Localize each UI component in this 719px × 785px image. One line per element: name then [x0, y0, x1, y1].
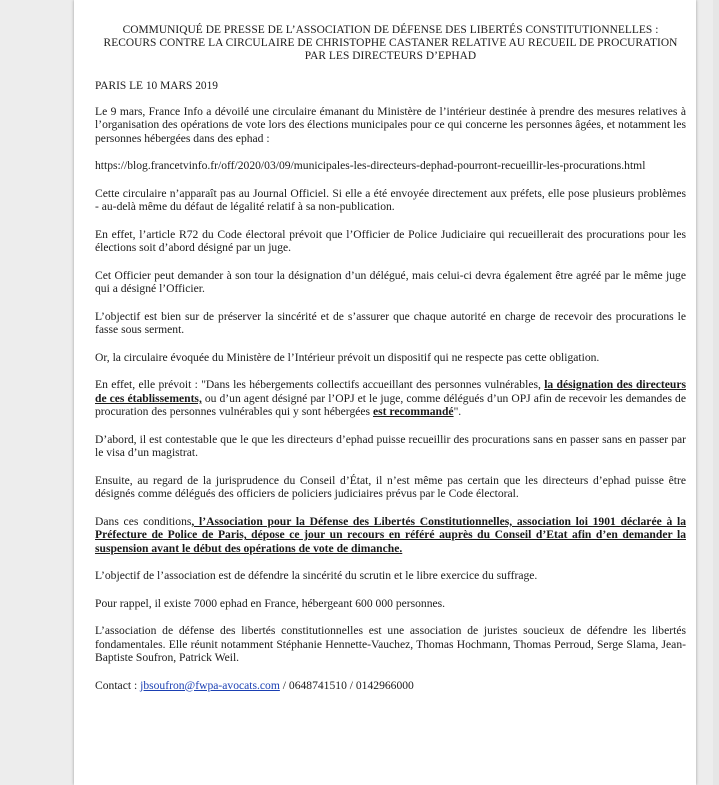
- paragraph-rappel: Pour rappel, il existe 7000 ephad en France, hébergeant 600 000 personnes.: [95, 596, 446, 610]
- recours-intro: Dans ces conditions: [95, 514, 192, 528]
- scrollbar[interactable]: [713, 0, 719, 785]
- citation-emphasis-designation: la désignation des directeurs de ces établissements,: [95, 378, 686, 405]
- citation-emphasis-recommande: est recommandé: [372, 405, 454, 419]
- contact-label: Contact :: [95, 678, 141, 692]
- paragraph-article-r72: En effet, l’article R72 du Code électoral prévoit que l’Officier de Police Judiciaire qui recueillerait des procurations pour les élections soit d’abord désigné par un juge.: [95, 227, 686, 255]
- paragraph-association: L’association de défense des libertés constitutionnelles est une association de juristes soucieux de défendre les libertés fondamentales. Elle réunit notamment Stéphanie Hennette-Vauchez, Thomas Hochmann, Thomas Perroud, Serge Slama, Jean-Baptiste Soufron, Patrick Weil.: [95, 624, 686, 665]
- press-release-title: COMMUNIQUÉ DE PRESSE DE L’ASSOCIATION DE DÉFENSE DES LIBERTÉS CONSTITUTIONNELLES : RECOURS CONTRE LA CIRCULAIRE DE CHRISTOPHE CASTANER RELATIVE AU RECUEIL DE PROCURATION PAR LES DIRECTEURS D’EPHAD: [103, 24, 678, 63]
- contact-line: [95, 679, 686, 693]
- dateline: PARIS LE 10 MARS 2019: [95, 79, 219, 92]
- source-url: https://blog.francetvinfo.fr/off/2020/03/09/municipales-les-directeurs-dephad-pourront-recueillir-les-procurations.html: [95, 159, 646, 173]
- paragraph-objectif: L’objectif est bien sur de préserver la sincérité et de s’assurer que chaque autorité en charge de recevoir des procurations le fasse sous serment.: [95, 309, 686, 337]
- citation-end: ".: [453, 405, 462, 419]
- paragraph-objectif-association: L’objectif de l’association est de défendre la sincérité du scrutin et le libre exercice du suffrage.: [95, 569, 538, 583]
- contact-phones: / 0648741510 / 0142966000: [279, 678, 414, 692]
- paragraph-ensuite: Ensuite, au regard de la jurisprudence du Conseil d’État, il n’est même pas certain que les directeurs d’ephad puisse être désignés comme délégués des officiers de policiers judiciaires prévus par le Code électoral.: [95, 473, 686, 501]
- recours-emphasis: , l’Association pour la Défense des Libertés Constitutionnelles, association loi 1901 déclarée à la Préfecture de Police de Paris, dépose ce jour un recours en référé auprès du Conseil d’Etat afin d’en demander la suspension avant le début des opérations de vote de dimanche.: [95, 514, 686, 555]
- paragraph-dabord: D’abord, il est contestable que le que les directeurs d’ephad puisse recueillir des procurations sans en passer sans en passer par le visa d’un magistrat.: [95, 432, 686, 460]
- paragraph-recours: [95, 515, 686, 556]
- paragraph-circulaire: Cette circulaire n’apparaît pas au Journal Officiel. Si elle a été envoyée directement aux préfets, elle pose plusieurs problèmes - au-delà même du défaut de légalité relatif à sa non-publication.: [95, 186, 686, 214]
- citation-intro: En effet, elle prévoit : "Dans les hébergements collectifs accueillant des personnes vulnérables,: [95, 378, 545, 392]
- paragraph-intro: Le 9 mars, France Info a dévoilé une circulaire émanant du Ministère de l’intérieur destinée à prendre des mesures relatives à l’organisation des opérations de vote lors des élections municipales pour ce qui concerne les personnes âgées, et notamment les personnes hébergées dans des ephad :: [95, 104, 686, 145]
- paragraph-delegue: Cet Officier peut demander à son tour la désignation d’un délégué, mais celui-ci devra également être agréé par le même juge qui a désigné l’Officier.: [95, 268, 686, 296]
- citation-body: ou d’un agent désigné par l’OPJ et le juge, comme délégués d’un OPJ afin de recevoir les demandes de procuration des personnes vulnérables qui y sont hébergées: [95, 391, 686, 419]
- paragraph-citation: [95, 378, 686, 419]
- paragraph-dispositif: Or, la circulaire évoquée du Ministère de l’Intérieur prévoit un dispositif qui ne respecte pas cette obligation.: [95, 350, 600, 364]
- contact-email-link[interactable]: jbsoufron@fwpa-avocats.com: [140, 678, 280, 692]
- document-page: [74, 0, 696, 785]
